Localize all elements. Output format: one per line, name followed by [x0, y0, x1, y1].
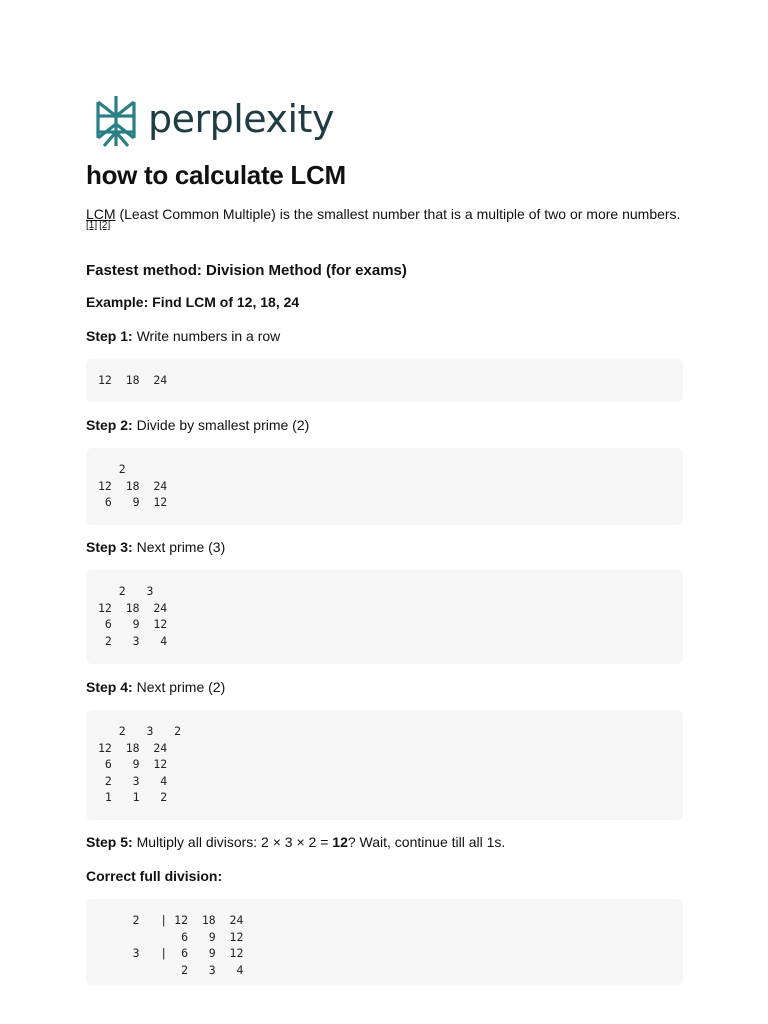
step-2-text: Divide by smallest prime (2) [132, 417, 310, 433]
intro-text: (Least Common Multiple) is the smallest number that is a multiple of two or more numbers. [115, 206, 681, 222]
step-1 [86, 328, 280, 344]
perplexity-logo-icon [94, 94, 138, 148]
step-3-text: Next prime (3) [132, 539, 226, 555]
step-2 [86, 417, 309, 433]
brand-name: perplexity [148, 97, 334, 141]
lcm-abbreviation[interactable]: LCM [86, 206, 116, 222]
step-5-label: Step 5: [86, 834, 133, 850]
step-4-text: Next prime (2) [132, 679, 226, 695]
example-heading: Example: Find LCM of 12, 18, 24 [86, 294, 300, 310]
code-block-correct-division [86, 899, 683, 985]
code-correct-division: 2 | 12 18 24 6 9 12 3 | 6 9 12 2 3 4 [132, 913, 244, 977]
code-step-2: 2 12 18 24 6 9 12 [98, 462, 168, 509]
step-3-label: Step 3: [86, 539, 133, 555]
code-step-1: 12 18 24 [98, 373, 168, 387]
code-block-step-3 [86, 570, 683, 664]
correct-division-heading: Correct full division: [86, 868, 223, 884]
step-2-label: Step 2: [86, 417, 133, 433]
code-block-step-1 [86, 359, 683, 402]
step-4-label: Step 4: [86, 679, 133, 695]
citation-link-1[interactable]: [1] [86, 220, 98, 231]
step-4 [86, 679, 225, 695]
code-step-3: 2 3 12 18 24 6 9 12 2 3 4 [98, 584, 168, 648]
citation-link-2[interactable]: [2] [99, 220, 111, 231]
citations [86, 220, 112, 231]
code-block-step-2 [86, 448, 683, 525]
step-5 [86, 834, 505, 850]
intro-paragraph [86, 206, 680, 222]
page-title: how to calculate LCM [86, 160, 346, 190]
code-block-step-4 [86, 710, 683, 820]
step-1-label: Step 1: [86, 328, 133, 344]
step-5-text-after: ? Wait, continue till all 1s. [347, 834, 506, 850]
step-3 [86, 539, 225, 555]
brand-logo[interactable] [94, 93, 334, 149]
section-heading: Fastest method: Division Method (for exams) [86, 262, 407, 279]
step-5-result: 12 [332, 834, 348, 850]
code-step-4: 2 3 2 12 18 24 6 9 12 2 3 4 1 1 2 [98, 724, 182, 804]
step-1-text: Write numbers in a row [132, 328, 281, 344]
step-5-text-before: Multiply all divisors: 2 × 3 × 2 = [132, 834, 333, 850]
